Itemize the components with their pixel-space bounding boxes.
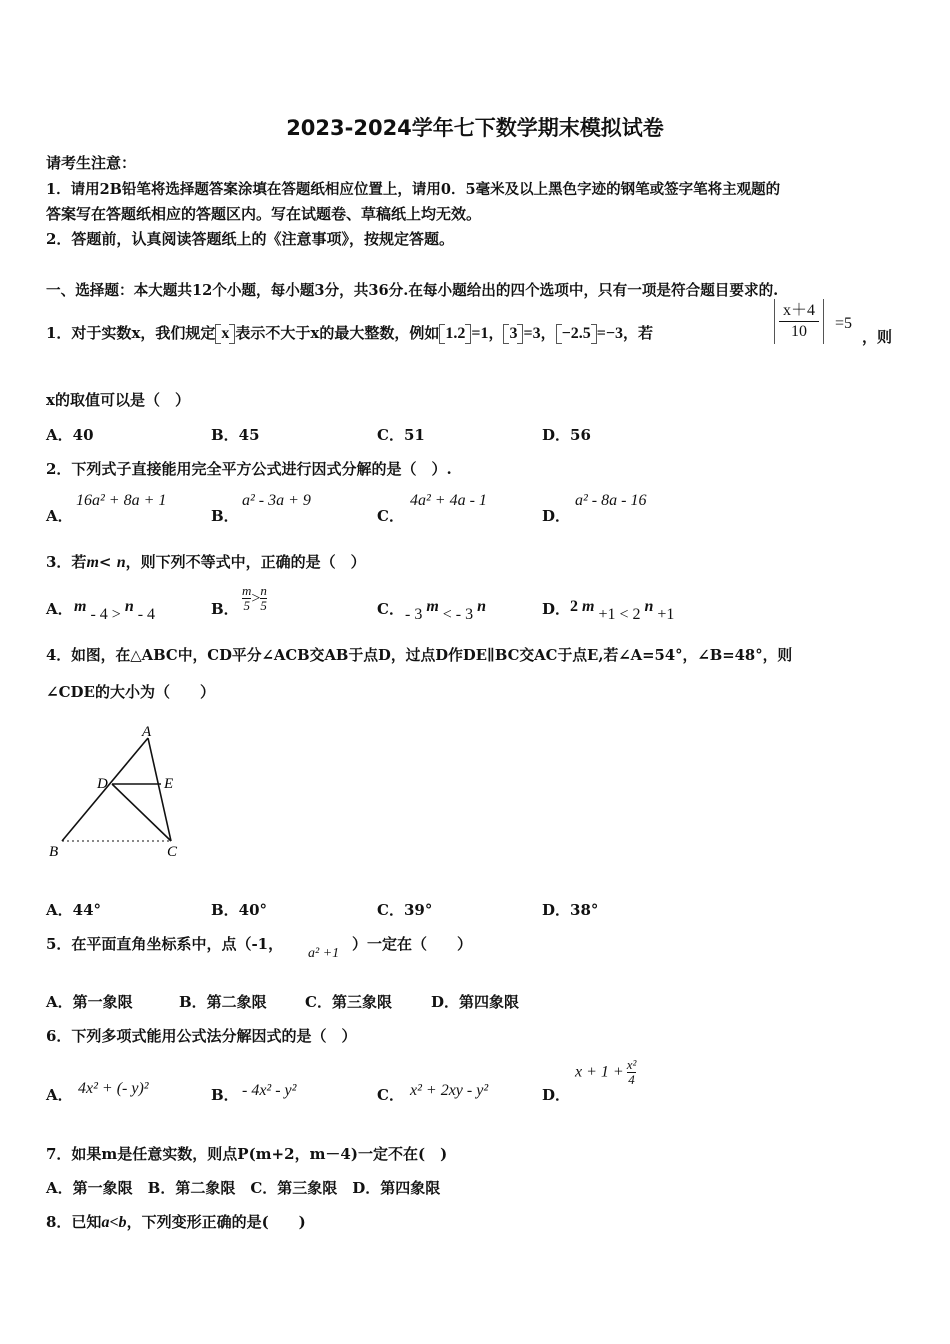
q3-n: n (116, 554, 126, 571)
question-8 (46, 1211, 306, 1232)
q3-option-d-expr[interactable] (570, 596, 675, 623)
question-5-text-b: ）一定在（ ） (352, 935, 473, 953)
q6-label-c[interactable]: C． (377, 1086, 404, 1104)
q3-b-gt: > (251, 590, 261, 607)
q3-d-n: n (644, 598, 654, 615)
question-6: 6．下列多项式能用公式法分解因式的是（ ） (46, 1027, 357, 1045)
q8-text-b: ，下列变形正确的是( ) (126, 1213, 306, 1231)
question-5-expr: a² +1 (308, 946, 340, 961)
q2-label-d[interactable]: D． (542, 507, 571, 525)
q3-less-than: < (98, 553, 112, 571)
q2-label-b[interactable]: B． (211, 507, 239, 525)
q2-label-c[interactable]: C． (377, 507, 404, 525)
q3-label-b[interactable]: B． (211, 600, 239, 618)
q3-b-frac2-num: n (260, 583, 267, 598)
q3-b-frac2-den: 5 (260, 598, 267, 613)
notice-line-1: 1．请用2B铅笔将选择题答案涂填在答题纸相应位置上，请用0．5毫米及以上黑色字迹的钢笔或签字笔将主观题的 (46, 181, 781, 198)
q1-text-2: 表示不大于x的最大整数，例如 (235, 324, 440, 342)
q3-a-minus4: - 4 > (86, 606, 125, 623)
q3-label-a[interactable]: A． (46, 600, 73, 618)
q1-example-2-value: =3 (523, 325, 541, 342)
label-c: C (167, 844, 178, 860)
question-7: 7．如果m是任意实数，则点P(m+2，m－4)一定不在( ) (46, 1145, 448, 1163)
q6-label-a[interactable]: A． (46, 1086, 73, 1104)
triangle-figure (40, 720, 210, 865)
q6-option-a-expr[interactable]: 4x² + (- y)² (78, 1080, 149, 1097)
q2-option-a-expr[interactable]: 16a² + 8a + 1 (76, 492, 167, 509)
q1-text-4: ，则 (862, 328, 893, 346)
q1-line-2: x的取值可以是（ ） (46, 391, 190, 409)
q3-text-b: ，则下列不等式中，正确的是（ ） (125, 553, 366, 571)
q1-option-c[interactable]: C．51 (377, 426, 425, 444)
q8-expr: a<b (101, 1214, 127, 1231)
q1-example-1-value: =1 (471, 325, 489, 342)
q5-option-c[interactable]: C．第三象限 (305, 993, 392, 1011)
q3-label-d[interactable]: D． (542, 600, 571, 618)
q1-example-1: 1.2 (445, 325, 466, 342)
notice-heading: 请考生注意： (46, 154, 137, 172)
q4-option-a[interactable]: A．44° (46, 901, 102, 919)
q1-option-d[interactable]: D．56 (542, 426, 591, 444)
q2-option-c-expr[interactable]: 4a² + 4a - 1 (410, 492, 487, 509)
q6-label-b[interactable]: B． (211, 1086, 239, 1104)
question-2: 2．下列式子直接能用完全平方公式进行因式分解的是（ ）. (46, 460, 452, 478)
q1-example-2: 3 (509, 325, 518, 342)
q4-option-d[interactable]: D．38° (542, 901, 599, 919)
q3-a-n: n (124, 598, 134, 615)
q3-b-frac1-den: 5 (243, 598, 250, 613)
q1-comma-1: ， (488, 324, 504, 342)
question-4-line-1: 4．如图，在△ABC中，CD平分∠ACB交AB于点D，过点D作DE∥BC交AC于点E,若∠A=54°，∠B=48°，则 (46, 647, 793, 664)
q5-option-a[interactable]: A．第一象限 (46, 993, 133, 1011)
q3-c-n: n (477, 598, 487, 615)
q6-label-d[interactable]: D． (542, 1086, 571, 1104)
q3-option-c-expr[interactable] (405, 596, 487, 623)
q6-option-c-expr[interactable]: x² + 2xy - y² (410, 1082, 489, 1099)
q6-option-d-expr[interactable] (575, 1058, 636, 1087)
q6-d-frac-den: 4 (628, 1072, 635, 1087)
q3-label-c[interactable]: C． (377, 600, 404, 618)
q3-d-m: m (582, 598, 595, 615)
q3-c-lt-minus3: < - 3 (438, 606, 478, 623)
page-title: 2023-2024学年七下数学期末模拟试卷 (286, 116, 664, 140)
q5-option-b[interactable]: B．第二象限 (179, 993, 267, 1011)
question-5-text-a: 5．在平面直角坐标系中，点（-1， (46, 935, 284, 953)
notice-line-3: 2．答题前，认真阅读答题纸上的《注意事项》，按规定答题。 (46, 230, 454, 248)
q3-option-a-expr[interactable] (74, 596, 156, 623)
q2-option-d-expr[interactable]: a² - 8a - 16 (575, 492, 647, 509)
q1-fraction-denominator: 10 (779, 321, 819, 342)
question-3 (46, 551, 366, 572)
q3-c-m: m (426, 598, 439, 615)
section-heading: 一、选择题：本大题共12个小题，每小题3分，共36分.在每小题给出的四个选项中，只有一项是符合题目要求的. (46, 282, 779, 299)
q8-text-a: 8．已知 (46, 1213, 102, 1231)
q4-option-b[interactable]: B．40° (211, 901, 268, 919)
q1-text-1: 1．对于实数x，我们规定 (46, 324, 216, 342)
q1-example-3: −2.5 (561, 325, 591, 342)
q2-label-a[interactable]: A． (46, 507, 73, 525)
q5-option-d[interactable]: D．第四象限 (431, 993, 520, 1011)
segment-cd (112, 784, 171, 841)
label-e: E (164, 776, 174, 792)
question-1 (46, 322, 653, 344)
q1-option-a[interactable]: A．40 (46, 426, 94, 444)
q3-option-b-expr[interactable] (242, 584, 267, 613)
q6-d-frac-num: x² (626, 1057, 637, 1072)
q1-floor-fraction (774, 299, 824, 344)
q6-option-b-expr[interactable]: - 4x² - y² (242, 1082, 297, 1099)
label-a: A (142, 724, 152, 740)
q3-a-m: m (74, 598, 87, 615)
q3-c-minus3: - 3 (405, 606, 427, 623)
question-4-line-2: ∠CDE的大小为（ ） (46, 683, 215, 701)
q1-fraction-numerator: x＋4 (783, 302, 816, 319)
q3-a-minus4b: - 4 (133, 606, 156, 623)
q7-options[interactable]: A．第一象限 B．第二象限 C．第三象限 D．第四象限 (46, 1179, 441, 1197)
q1-option-b[interactable]: B．45 (211, 426, 260, 444)
q3-b-frac1-num: m (242, 583, 252, 598)
q3-d-plus1: +1 (653, 606, 675, 623)
q1-equals-5: =5 (835, 315, 853, 332)
q1-bracket-x: x (221, 325, 230, 342)
label-d: D (97, 776, 108, 792)
notice-line-2: 答案写在答题纸相应的答题区内。写在试题卷、草稿纸上均无效。 (46, 205, 482, 223)
q3-d-2: 2 (570, 598, 582, 615)
q3-d-plus1-lt-2: +1 < 2 (594, 606, 645, 623)
q6-d-expr-prefix: x + 1 + (575, 1063, 624, 1081)
q3-m: m (86, 554, 99, 571)
label-b: B (49, 844, 59, 860)
q4-option-c[interactable]: C．39° (377, 901, 433, 919)
q2-option-b-expr[interactable]: a² - 3a + 9 (242, 492, 311, 509)
q3-text-a: 3．若 (46, 553, 87, 571)
q1-example-3-value: =−3 (596, 325, 623, 342)
q1-comma-2: ， (540, 324, 556, 342)
q1-text-3: ，若 (622, 324, 653, 342)
